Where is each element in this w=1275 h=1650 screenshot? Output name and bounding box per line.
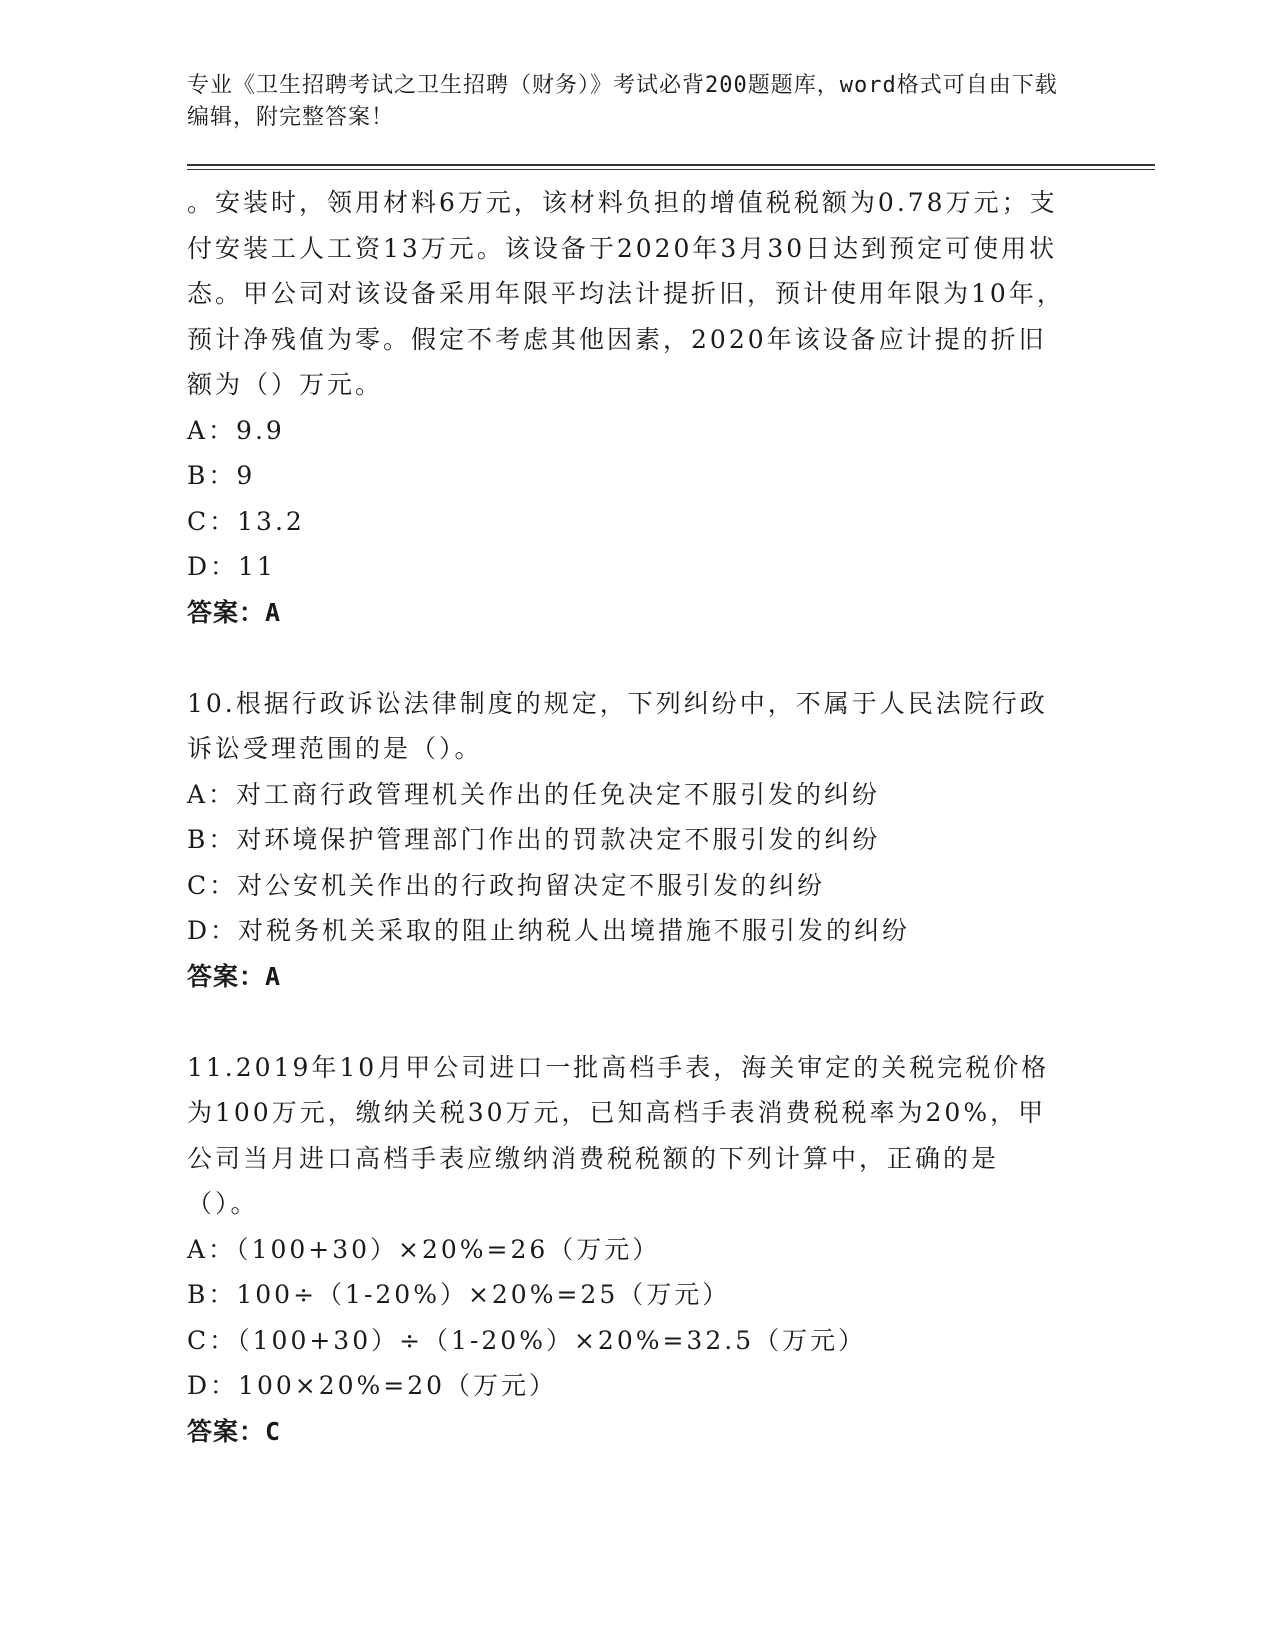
header-divider	[187, 164, 1155, 170]
question-stem: 10.根据行政诉讼法律制度的规定，下列纠纷中，不属于人民法院行政诉讼受理范围的是（）。	[187, 688, 1048, 763]
option-d: D：100×20%=20（万元）	[187, 1371, 558, 1400]
question-stem: 11.2019年10月甲公司进口一批高档手表，海关审定的关税完税价格为100万元，缴纳关税30万元，已知高档手表消费税税率为20%，甲公司当月进口高档手表应缴纳消费税税额的下列计算中，正确的是（）。	[187, 1052, 1050, 1218]
option-a: A：对工商行政管理机关作出的任免决定不服引发的纠纷	[187, 779, 881, 809]
spacer	[187, 635, 1155, 681]
spacer	[187, 999, 1155, 1045]
option-c: C：对公安机关作出的行政拘留决定不服引发的纠纷	[187, 870, 826, 900]
option-c: C：13.2	[187, 506, 305, 536]
question-11	[187, 1045, 1155, 1455]
answer-label: 答案：A	[187, 597, 282, 627]
question-list	[187, 180, 1155, 1454]
option-a: A：（100+30）×20%=26（万元）	[187, 1234, 661, 1264]
answer-label: 答案：C	[187, 1416, 282, 1446]
option-b: B：100÷（1-20%）×20%=25（万元）	[187, 1280, 731, 1309]
option-b: B：对环境保护管理部门作出的罚款决定不服引发的纠纷	[187, 825, 881, 854]
option-a: A：9.9	[187, 415, 285, 445]
option-d: D：对税务机关采取的阻止纳税人出境措施不服引发的纠纷	[187, 916, 911, 945]
document-header-title: 专业《卫生招聘考试之卫生招聘（财务）》考试必背200题题库，word格式可自由下载编辑，附完整答案！	[187, 73, 1058, 130]
answer-label: 答案：A	[187, 961, 282, 991]
option-b: B：9	[187, 461, 256, 490]
question-10	[187, 681, 1155, 1000]
question-stem: 。安装时，领用材料6万元，该材料负担的增值税税额为0.78万元；支付安装工人工资13万元。该设备于2020年3月30日达到预定可使用状态。甲公司对该设备采用年限平均法计提折旧，预计使用年限为10年，预计净残值为零。假定不考虑其他因素，2020年该设备应计提的折旧额为（）万元。	[187, 188, 1065, 399]
document-page	[187, 70, 1155, 1454]
question-9	[187, 180, 1155, 635]
option-c: C：（100+30）÷（1-20%）×20%=32.5（万元）	[187, 1325, 867, 1355]
option-d: D：11	[187, 552, 276, 581]
